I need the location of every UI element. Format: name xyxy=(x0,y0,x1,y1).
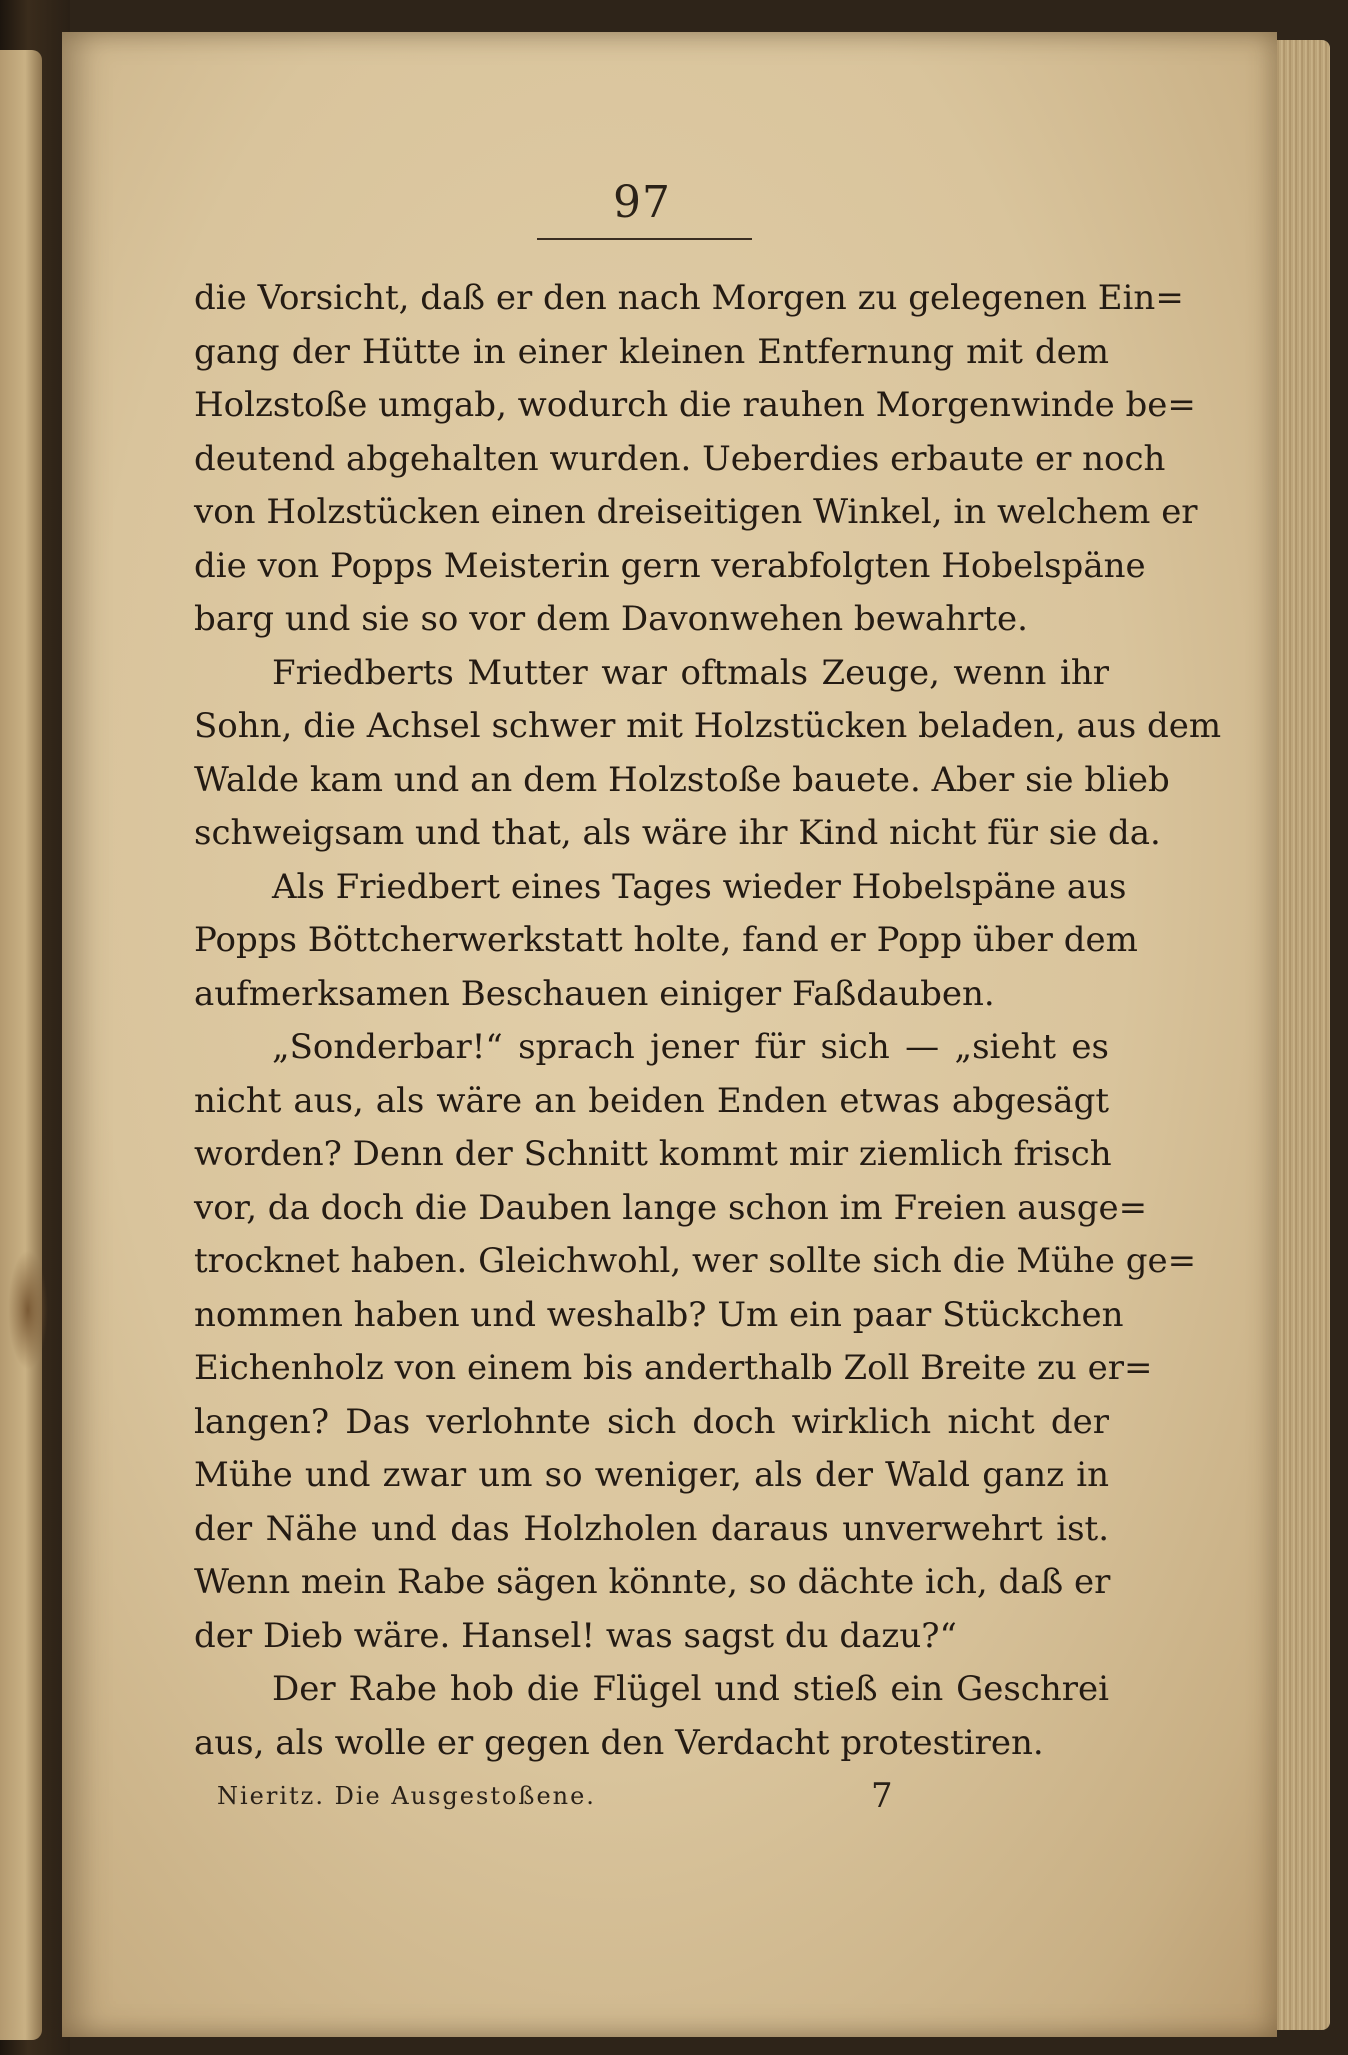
book-page xyxy=(62,32,1277,2037)
text-line: gang der Hütte in einer kleinen Entfernung mit dem xyxy=(194,331,1109,372)
text-line: der Nähe und das Holzholen daraus unverwehrt ist. xyxy=(194,1508,1109,1549)
text-line: Als Friedbert eines Tages wieder Hobelspäne aus xyxy=(272,866,1127,907)
text-line: langen? Das verlohnte sich doch wirklich nicht der xyxy=(194,1401,1109,1442)
page-footer xyxy=(217,1776,917,1822)
body-text xyxy=(194,272,1222,1770)
text-line: Friedberts Mutter war oftmals Zeuge, wenn ihr xyxy=(272,652,1109,693)
text-line: Eichenholz von einem bis anderthalb Zoll Breite zu er= xyxy=(194,1348,1153,1388)
page-number: 97 xyxy=(613,177,671,228)
text-line: die von Popps Meisterin gern verabfolgten Hobelspäne xyxy=(194,545,1146,586)
text-line: Der Rabe hob die Flügel und stieß ein Geschrei xyxy=(272,1669,1109,1709)
text-line: von Holzstücken einen dreiseitigen Winkel, in welchem er xyxy=(194,492,1198,532)
text-line: Popps Böttcherwerkstatt holte, fand er Popp über dem xyxy=(194,920,1138,960)
paper-stain xyxy=(8,1250,48,1370)
text-line: nommen haben und weshalb? Um ein paar Stückchen xyxy=(194,1294,1124,1335)
text-line: „Sonderbar!“ sprach jener für sich — „sieht es xyxy=(272,1027,1109,1067)
text-line: nicht aus, als wäre an beiden Enden etwas abgesägt xyxy=(194,1080,1109,1121)
header-rule xyxy=(537,238,752,240)
signature-mark: Nieritz. Die Ausgestoßene. xyxy=(217,1782,596,1810)
text-line: die Vorsicht, daß er den nach Morgen zu gelegenen Ein= xyxy=(194,278,1184,318)
text-line: worden? Denn der Schnitt kommt mir ziemlich frisch xyxy=(194,1134,1112,1174)
text-line: Holzstoße umgab, wodurch die rauhen Morgenwinde be= xyxy=(194,385,1196,425)
text-line: vor, da doch die Dauben lange schon im Freien ausge= xyxy=(194,1187,1148,1228)
text-line: Wenn mein Rabe sägen könnte, so dächte ich, daß er xyxy=(194,1562,1111,1602)
text-line: Mühe und zwar um so weniger, als der Wald ganz in xyxy=(194,1455,1109,1495)
text-line: trocknet haben. Gleichwohl, wer sollte sich die Mühe ge= xyxy=(194,1241,1197,1281)
previous-page-edge xyxy=(0,50,42,2040)
text-line: Walde kam und an dem Holzstoße bauete. Aber sie blieb xyxy=(194,759,1170,800)
text-line: aus, als wolle er gegen den Verdacht protestiren. xyxy=(194,1722,1044,1763)
text-line: barg und sie so vor dem Davonwehen bewahrte. xyxy=(194,599,1028,639)
sheet-number: 7 xyxy=(871,1776,893,1816)
text-line: deutend abgehalten wurden. Ueberdies erbaute er noch xyxy=(194,438,1166,479)
text-line: aufmerksamen Beschauen einiger Faßdauben. xyxy=(194,973,995,1014)
page-stack-edge xyxy=(1268,40,1330,2030)
text-line: Sohn, die Achsel schwer mit Holzstücken beladen, aus dem xyxy=(194,706,1222,746)
text-line: der Dieb wäre. Hansel! was sagst du dazu?“ xyxy=(194,1615,957,1656)
text-line: schweigsam und that, als wäre ihr Kind nicht für sie da. xyxy=(194,813,1161,853)
